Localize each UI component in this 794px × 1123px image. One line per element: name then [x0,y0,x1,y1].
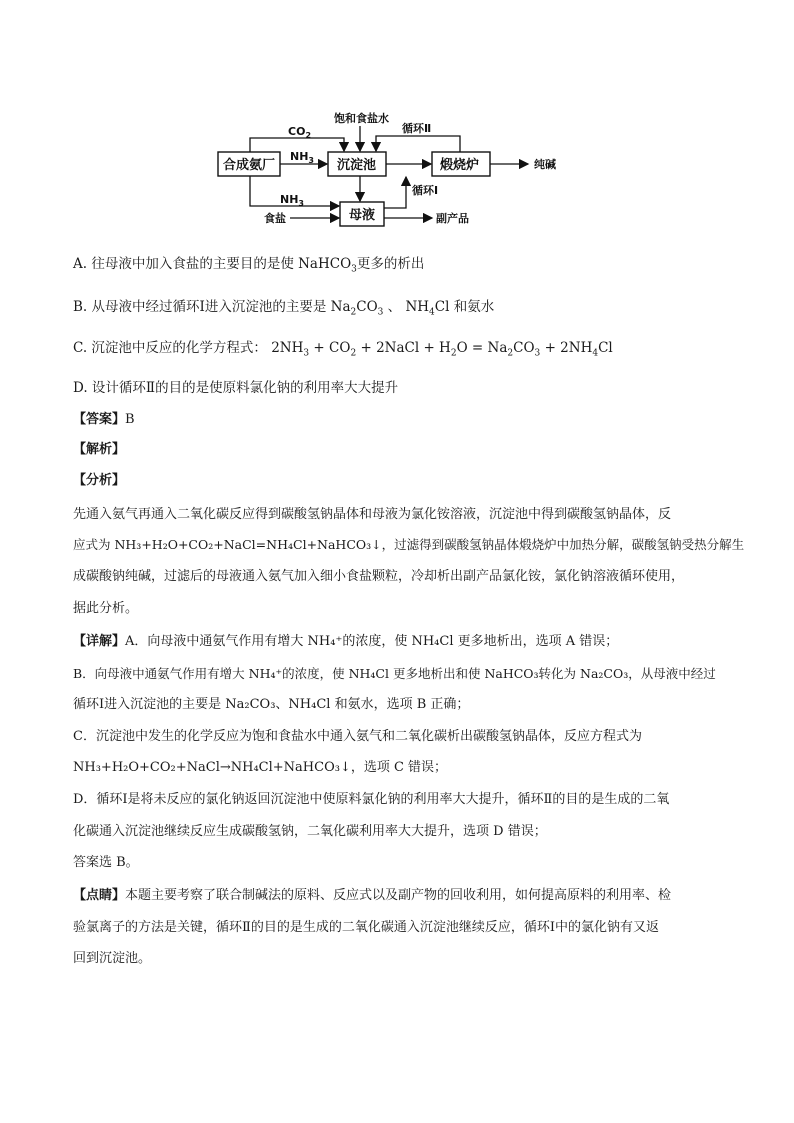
detail-line-b1: B．向母液中通氨气作用有增大 NH₄⁺的浓度，使 NH₄Cl 更多地析出和使 NaHCO₃转化为 Na₂CO₃，从母液中经过 [73,666,716,681]
detail-line-a: 【详解】A．向母液中通氨气作用有增大 NH₄⁺的浓度，使 NH₄Cl 更多地析出，选项 A 错误； [73,634,619,649]
detail-line-d2: 化碳通入沉淀池继续反应生成碳酸氢钠，二氧化碳利用率大大提升，选项 D 错误； [73,824,547,839]
comment-line-3: 回到沉淀池。 [73,951,152,966]
comment-tag: 【点睛】 [73,888,126,903]
label-co2: $CO_2$ [288,125,312,140]
option-a: A. 往母液中加入食盐的主要目的是使 NaHCO$_3$更多的析出 [73,256,425,275]
arrow-cycle2 [376,136,460,152]
arrow-cycle1 [384,177,406,208]
analyze-tag: 【分析】 [73,473,126,488]
label-salt: 食盐 [264,212,286,225]
process-flow-diagram [210,108,590,233]
label-soda: 纯碱 [534,158,556,171]
detail-line-c2: NH₃+H₂O+CO₂+NaCl→NH₄Cl+NaHCO₃↓，选项 C 错误； [73,760,448,775]
detail-line-c1: C．沉淀池中发生的化学反应为饱和食盐水中通入氨气和二氧化碳析出碳酸氢钠晶体，反应方程式为 [73,729,642,744]
label-cycle2: 循环Ⅱ [402,122,432,135]
label-cycle1: 循环Ⅰ [412,184,439,197]
analysis-tag: 【解析】 [73,442,126,457]
detail-tag: 【详解】 [73,634,126,649]
label-byproduct: 副产品 [436,212,469,225]
box-furnace-label: 煅烧炉 [440,158,480,173]
detail-line-b2: 循环Ⅰ进入沉淀池的主要是 Na₂CO₃、NH₄Cl 和氨水，选项 B 正确； [73,697,470,712]
box-mother-label: 母液 [349,208,376,223]
answer-value: B [125,412,135,427]
flow-diagram-svg [210,108,590,233]
label-brine: 饱和食盐水 [334,112,389,125]
answer-tag: 【答案】 [73,412,126,427]
detail-conclusion: 答案选 B。 [73,855,139,870]
answer-line [73,410,135,430]
box-tank-label: 沉淀池 [337,158,377,173]
option-c: C. 沉淀池中反应的化学方程式： $2NH_3 + CO_2$ + 2NaCl + $H_2O = Na_2CO_3 + 2NH_4Cl$ [73,340,613,359]
label-nh3-top: $NH_3$ [290,150,314,165]
analyze-line-4: 据此分析。 [73,601,139,616]
box-factory-label: 合成氨厂 [223,158,276,173]
label-nh3-bottom: $NH_3$ [280,193,304,208]
analyze-line-3: 成碳酸钠纯碱，过滤后的母液通入氨气加入细小食盐颗粒，冷却析出副产品氯化铵，氯化钠溶液循环使用， [73,569,685,584]
option-b: B. 从母液中经过循环Ⅰ进入沉淀池的主要是 $Na_2CO_3$ 、 $NH_4Cl$ 和氨水 [73,299,495,318]
option-d: D. 设计循环Ⅱ的目的是使原料氯化钠的利用率大大提升 [73,380,399,396]
detail-line-d1: D．循环Ⅰ是将未反应的氯化钠返回沉淀池中使原料氯化钠的利用率大大提升，循环Ⅱ的目的是生成的二氧 [73,792,670,807]
comment-line-2: 验氯离子的方法是关键，循环Ⅱ的目的是生成的二氧化碳通入沉淀池继续反应，循环Ⅰ中的氯化钠有又返 [73,920,659,935]
comment-line-1: 【点睛】本题主要考察了联合制碱法的原料、反应式以及副产物的回收利用，如何提高原料的利用率、检 [73,888,672,903]
analyze-line-1: 先通入氨气再通入二氧化碳反应得到碳酸氢钠晶体和母液为氯化铵溶液，沉淀池中得到碳酸氢钠晶体，反 [73,507,672,522]
analyze-line-2: 应式为 NH₃+H₂O+CO₂+NaCl=NH₄Cl+NaHCO₃↓，过滤得到碳酸氢钠晶体煅烧炉中加热分解，碳酸氢钠受热分解生 [73,537,745,552]
